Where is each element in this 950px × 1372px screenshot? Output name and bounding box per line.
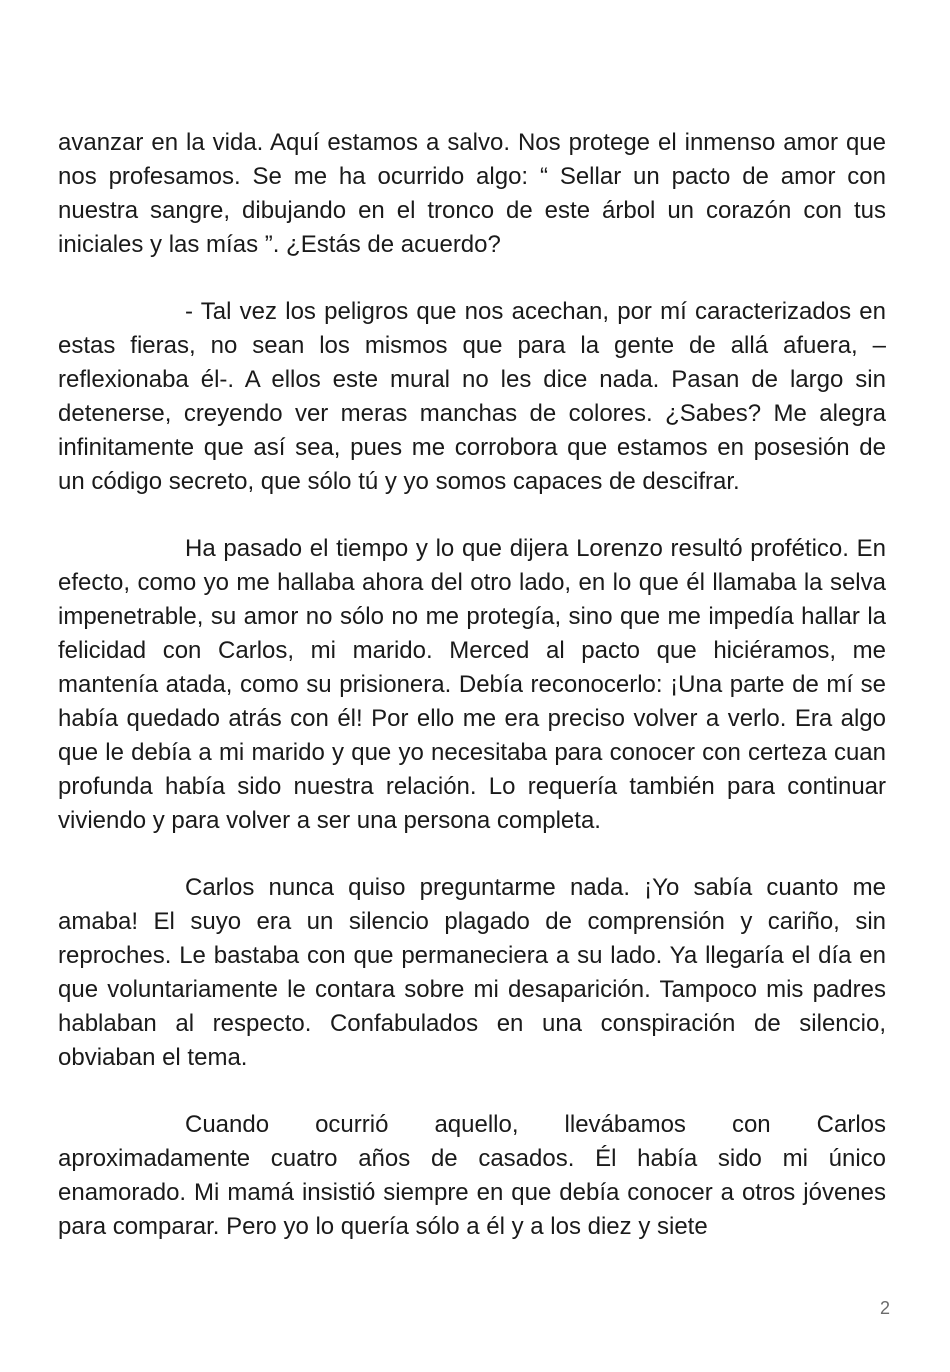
paragraph-3: Ha pasado el tiempo y lo que dijera Lorenzo resultó profético. En efecto, como yo me hallaba ahora del otro lado, en lo que él llamaba la selva impenetrable, su amor no sólo no me protegía, sino que me impedía hallar la felicidad con Carlos, mi marido. Merced al pacto que hiciéramos, me mantenía atada, como su prisionera. Debía reconocerlo: ¡Una parte de mí se había quedado atrás con él! Por ello me era preciso volver a verlo. Era algo que le debía a mi marido y que yo necesitaba para conocer con certeza cuan profunda había sido nuestra relación. Lo requería también para continuar viviendo y para volver a ser una persona completa.: [58, 535, 886, 834]
paragraph-1: avanzar en la vida. Aquí estamos a salvo. Nos protege el inmenso amor que nos profesamos. Se me ha ocurrido algo: “ Sellar un pacto de amor con nuestra sangre, dibujando en el tronco de este árbol un corazón con tus iniciales y las mías ”. ¿Estás de acuerdo?: [58, 129, 886, 258]
body-text: [58, 126, 886, 1277]
paragraph-2: - Tal vez los peligros que nos acechan, por mí caracterizados en estas fieras, no sean los mismos que para la gente de allá afuera, –reflexionaba él-. A ellos este mural no les dice nada. Pasan de largo sin detenerse, creyendo ver meras manchas de colores. ¿Sabes? Me alegra infinitamente que así sea, pues me corrobora que estamos en posesión de un código secreto, que sólo tú y yo somos capaces de descifrar.: [58, 298, 886, 495]
paragraph-5: Cuando ocurrió aquello, llevábamos con Carlos aproximadamente cuatro años de casados. Él había sido mi único enamorado. Mi mamá insistió siempre en que debía conocer a otros jóvenes para comparar. Pero yo lo quería sólo a él y a los diez y siete: [58, 1111, 886, 1240]
page-number: 2: [879, 1298, 890, 1318]
paragraph-4: Carlos nunca quiso preguntarme nada. ¡Yo sabía cuanto me amaba! El suyo era un silencio plagado de comprensión y cariño, sin reproches. Le bastaba con que permaneciera a su lado. Ya llegaría el día en que voluntariamente le contara sobre mi desaparición. Tampoco mis padres hablaban al respecto. Confabulados en una conspiración de silencio, obviaban el tema.: [58, 874, 886, 1071]
